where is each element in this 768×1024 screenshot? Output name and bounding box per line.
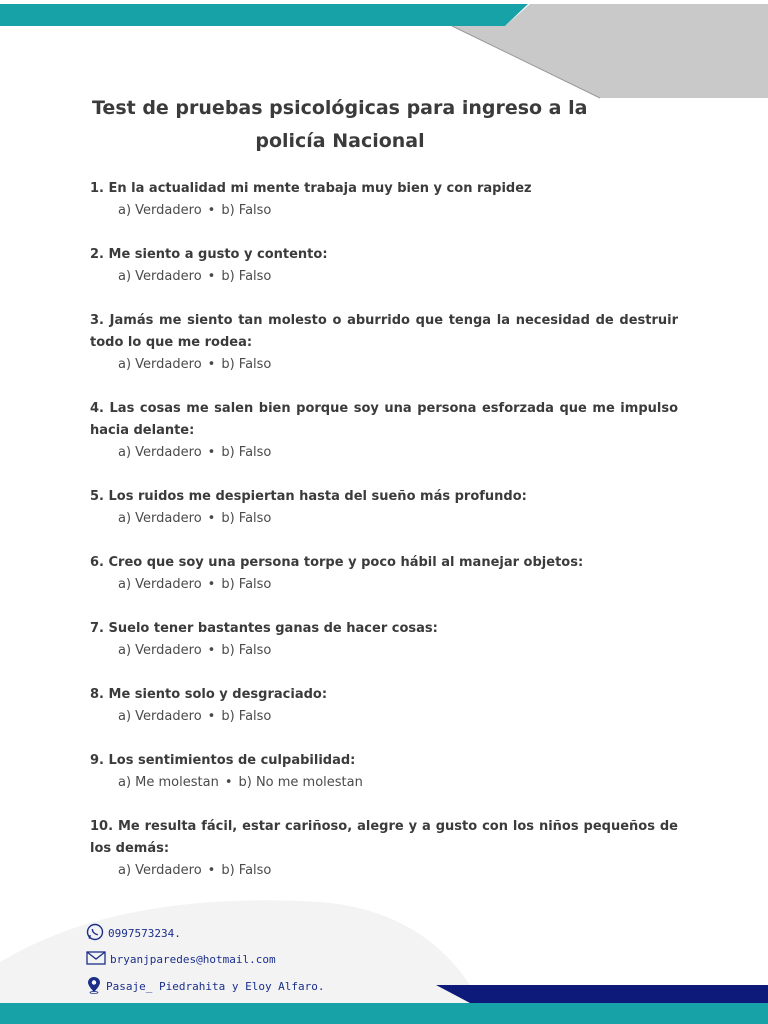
bullet: • — [207, 643, 216, 658]
question-text: 2. Me siento a gusto y contento: — [90, 247, 328, 262]
bullet: • — [207, 577, 216, 592]
question-text: 4. Las cosas me salen bien porque soy una persona esforzada que me impulso hacia delante: — [90, 401, 678, 438]
option-b: b) Falso — [221, 709, 272, 724]
question-options — [90, 640, 678, 662]
option-a: a) Verdadero — [118, 577, 202, 592]
option-b: b) Falso — [221, 863, 272, 878]
bullet: • — [207, 445, 216, 460]
bullet: • — [207, 269, 216, 284]
bullet: • — [207, 511, 216, 526]
question-text: 5. Los ruidos me despiertan hasta del sueño más profundo: — [90, 489, 527, 504]
question-item — [90, 486, 678, 552]
question-item — [90, 178, 678, 244]
option-a: a) Verdadero — [118, 643, 202, 658]
bullet: • — [224, 775, 233, 790]
question-item — [90, 684, 678, 750]
question-options — [90, 860, 678, 882]
question-options — [90, 574, 678, 596]
question-options — [90, 266, 678, 288]
header-teal-band — [0, 4, 528, 26]
bullet: • — [207, 203, 216, 218]
location-pin-icon — [86, 976, 102, 997]
question-options — [90, 442, 678, 464]
option-b: b) Falso — [221, 643, 272, 658]
option-b: b) Falso — [221, 445, 272, 460]
question-item — [90, 310, 678, 398]
question-text: 10. Me resulta fácil, estar cariñoso, alegre y a gusto con los niños pequeños de los demás: — [90, 819, 678, 856]
phone-number: 0997573234. — [108, 927, 181, 940]
option-a: a) Verdadero — [118, 445, 202, 460]
question-options — [90, 772, 678, 794]
question-options — [90, 706, 678, 728]
address-text: Pasaje_ Piedrahita y Eloy Alfaro. — [106, 980, 325, 993]
option-b: b) Falso — [221, 357, 272, 372]
option-a: a) Verdadero — [118, 269, 202, 284]
question-text: 3. Jamás me siento tan molesto o aburrido que tenga la necesidad de destruir todo lo que me rodea: — [90, 313, 678, 350]
option-b: b) Falso — [221, 269, 272, 284]
question-list — [90, 178, 678, 904]
envelope-icon — [86, 951, 106, 968]
question-item — [90, 552, 678, 618]
question-text: 7. Suelo tener bastantes ganas de hacer cosas: — [90, 621, 438, 636]
option-a: a) Me molestan — [118, 775, 219, 790]
option-a: a) Verdadero — [118, 709, 202, 724]
question-text: 6. Creo que soy una persona torpe y poco hábil al manejar objetos: — [90, 555, 584, 570]
option-b: b) Falso — [221, 511, 272, 526]
question-item — [90, 398, 678, 486]
option-a: a) Verdadero — [118, 863, 202, 878]
footer-navy-band — [436, 985, 768, 1003]
question-options — [90, 200, 678, 222]
bullet: • — [207, 863, 216, 878]
question-options — [90, 354, 678, 376]
question-item — [90, 750, 678, 816]
contact-email — [86, 951, 276, 968]
option-a: a) Verdadero — [118, 203, 202, 218]
question-text: 1. En la actualidad mi mente trabaja muy bien y con rapidez — [90, 181, 532, 196]
option-b: b) No me molestan — [238, 775, 363, 790]
question-item — [90, 244, 678, 310]
option-b: b) Falso — [221, 203, 272, 218]
contact-phone — [86, 923, 181, 944]
title-line-1: Test de pruebas psicológicas para ingreso a la — [92, 97, 588, 119]
document-title — [60, 92, 620, 158]
option-b: b) Falso — [221, 577, 272, 592]
question-options — [90, 508, 678, 530]
option-a: a) Verdadero — [118, 357, 202, 372]
bullet: • — [207, 357, 216, 372]
question-text: 8. Me siento solo y desgraciado: — [90, 687, 328, 702]
whatsapp-icon — [86, 923, 104, 944]
option-a: a) Verdadero — [118, 511, 202, 526]
question-text: 9. Los sentimientos de culpabilidad: — [90, 753, 356, 768]
email-address: bryanjparedes@hotmail.com — [110, 953, 276, 966]
contact-address — [86, 976, 325, 997]
question-item — [90, 816, 678, 904]
bullet: • — [207, 709, 216, 724]
question-item — [90, 618, 678, 684]
title-line-2: policía Nacional — [255, 130, 425, 152]
footer-teal-band — [0, 1003, 768, 1024]
